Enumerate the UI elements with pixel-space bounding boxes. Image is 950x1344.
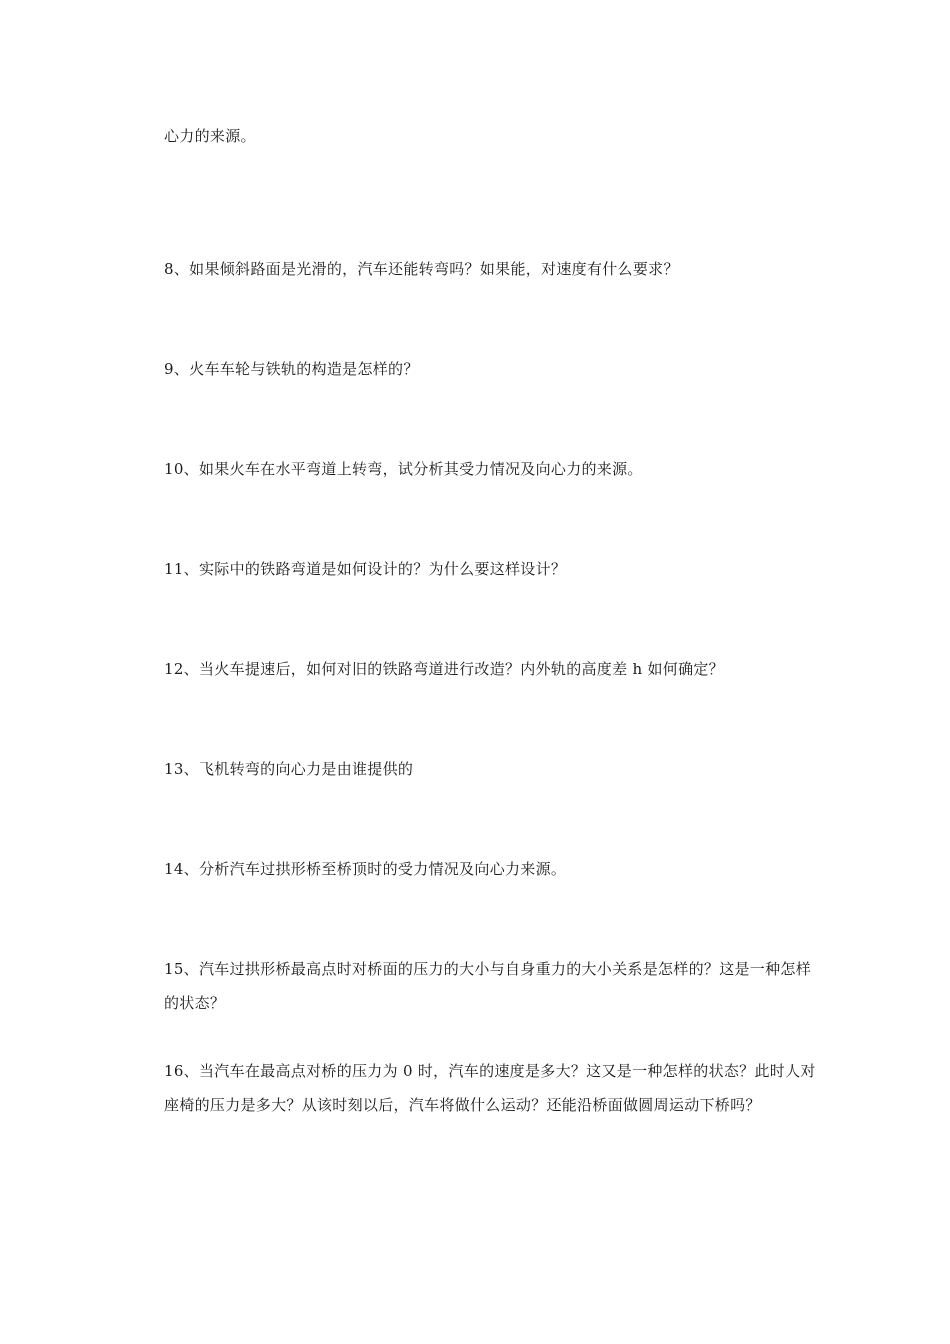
question-9: 9、火车车轮与铁轨的构造是怎样的？ [164, 360, 419, 378]
continuation-text: 心力的来源。 [164, 127, 256, 145]
question-14: 14、分析汽车过拱形桥至桥顶时的受力情况及向心力来源。 [164, 860, 567, 878]
question-8: 8、如果倾斜路面是光滑的，汽车还能转弯吗？如果能，对速度有什么要求？ [164, 260, 679, 278]
question-16: 16、当汽车在最高点对桥的压力为 0 时，汽车的速度是多大？这又是一种怎样的状态？此时人对座椅的压力是多大？从该时刻以后，汽车将做什么运动？还能沿桥面做圆周运动下桥吗？ [164, 1062, 816, 1114]
question-11: 11、实际中的铁路弯道是如何设计的？为什么要这样设计？ [164, 560, 567, 578]
question-12: 12、当火车提速后，如何对旧的铁路弯道进行改造？内外轨的高度差 h 如何确定？ [164, 660, 724, 678]
question-10: 10、如果火车在水平弯道上转弯，试分析其受力情况及向心力的来源。 [164, 460, 643, 478]
question-15: 15、汽车过拱形桥最高点时对桥面的压力的大小与自身重力的大小关系是怎样的？这是一种怎样的状态？ [164, 960, 811, 1012]
question-13: 13、飞机转弯的向心力是由谁提供的 [164, 760, 414, 778]
